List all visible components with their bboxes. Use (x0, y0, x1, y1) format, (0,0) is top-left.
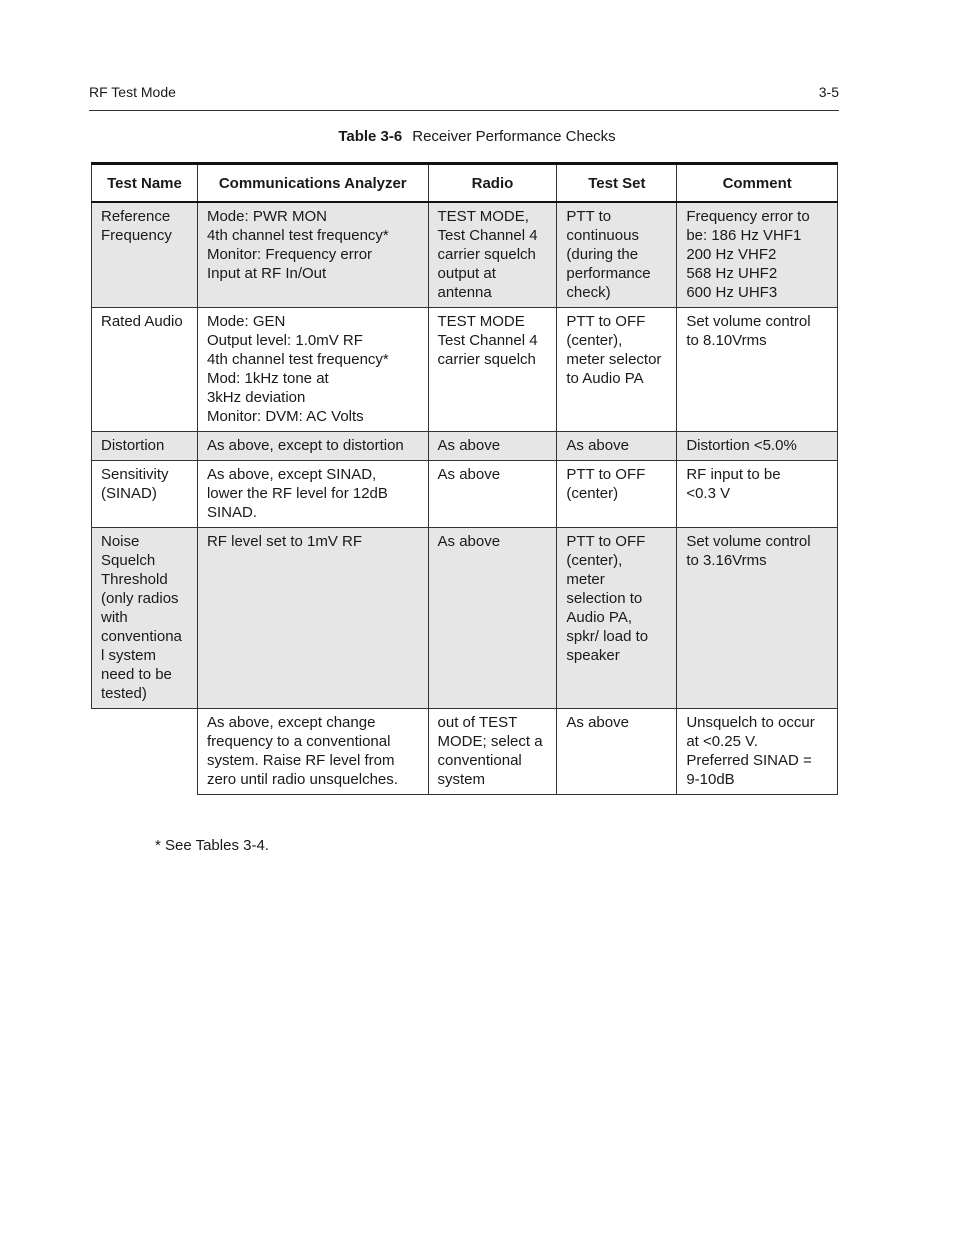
page-header (89, 84, 839, 111)
cell-test-set: PTT to OFF (center), meter selector to Audio PA (557, 308, 677, 432)
table-row (92, 461, 838, 528)
receiver-performance-table (91, 162, 838, 795)
cell-test-set: PTT to OFF (center) (557, 461, 677, 528)
table-footnote: * See Tables 3-4. (155, 837, 269, 854)
table-row (92, 432, 838, 461)
cell-test-name: Distortion (92, 432, 198, 461)
table-row (92, 308, 838, 432)
cell-comment: Set volume control to 3.16Vrms (677, 528, 838, 709)
cell-comment: Frequency error to be: 186 Hz VHF1 200 Hz VHF2 568 Hz UHF2 600 Hz UHF3 (677, 202, 838, 308)
cell-test-set: PTT to OFF (center), meter selection to Audio PA, spkr/ load to speaker (557, 528, 677, 709)
cell-test-name (92, 709, 198, 795)
cell-test-name: Reference Frequency (92, 202, 198, 308)
column-header-radio: Radio (428, 164, 557, 203)
table-row (92, 528, 838, 709)
table-row (92, 202, 838, 308)
cell-analyzer: As above, except change frequency to a conventional system. Raise RF level from zero until radio unsquelches. (197, 709, 428, 795)
cell-test-set: PTT to continuous (during the performance check) (557, 202, 677, 308)
cell-test-set: As above (557, 709, 677, 795)
table-header-row (92, 164, 838, 203)
column-header-test-set: Test Set (557, 164, 677, 203)
cell-test-name: Sensitivity (SINAD) (92, 461, 198, 528)
cell-analyzer: Mode: GEN Output level: 1.0mV RF 4th channel test frequency* Mod: 1kHz tone at 3kHz deviation Monitor: DVM: AC Volts (197, 308, 428, 432)
cell-radio: As above (428, 432, 557, 461)
column-header-test-name: Test Name (92, 164, 198, 203)
column-header-analyzer: Communications Analyzer (197, 164, 428, 203)
cell-radio: TEST MODE, Test Channel 4 carrier squelch output at antenna (428, 202, 557, 308)
cell-analyzer: RF level set to 1mV RF (197, 528, 428, 709)
cell-radio: As above (428, 528, 557, 709)
cell-comment: Unsquelch to occur at <0.25 V. Preferred SINAD = 9-10dB (677, 709, 838, 795)
table-title: Receiver Performance Checks (412, 128, 616, 145)
header-page-number: 3-5 (818, 84, 839, 100)
cell-analyzer: As above, except to distortion (197, 432, 428, 461)
cell-test-name: Noise Squelch Threshold (only radios with conventiona l system need to be tested) (92, 528, 198, 709)
cell-comment: Set volume control to 8.10Vrms (677, 308, 838, 432)
table-row (92, 709, 838, 795)
table-number: Table 3-6 (338, 128, 403, 145)
cell-radio: out of TEST MODE; select a conventional system (428, 709, 557, 795)
column-header-comment: Comment (677, 164, 838, 203)
cell-test-set: As above (557, 432, 677, 461)
cell-test-name: Rated Audio (92, 308, 198, 432)
cell-comment: RF input to be <0.3 V (677, 461, 838, 528)
cell-comment: Distortion <5.0% (677, 432, 838, 461)
cell-analyzer: As above, except SINAD, lower the RF level for 12dB SINAD. (197, 461, 428, 528)
cell-radio: TEST MODE Test Channel 4 carrier squelch (428, 308, 557, 432)
header-section-title: RF Test Mode (89, 84, 176, 100)
table-caption (0, 128, 954, 145)
cell-analyzer: Mode: PWR MON 4th channel test frequency* Monitor: Frequency error Input at RF In/Out (197, 202, 428, 308)
cell-radio: As above (428, 461, 557, 528)
